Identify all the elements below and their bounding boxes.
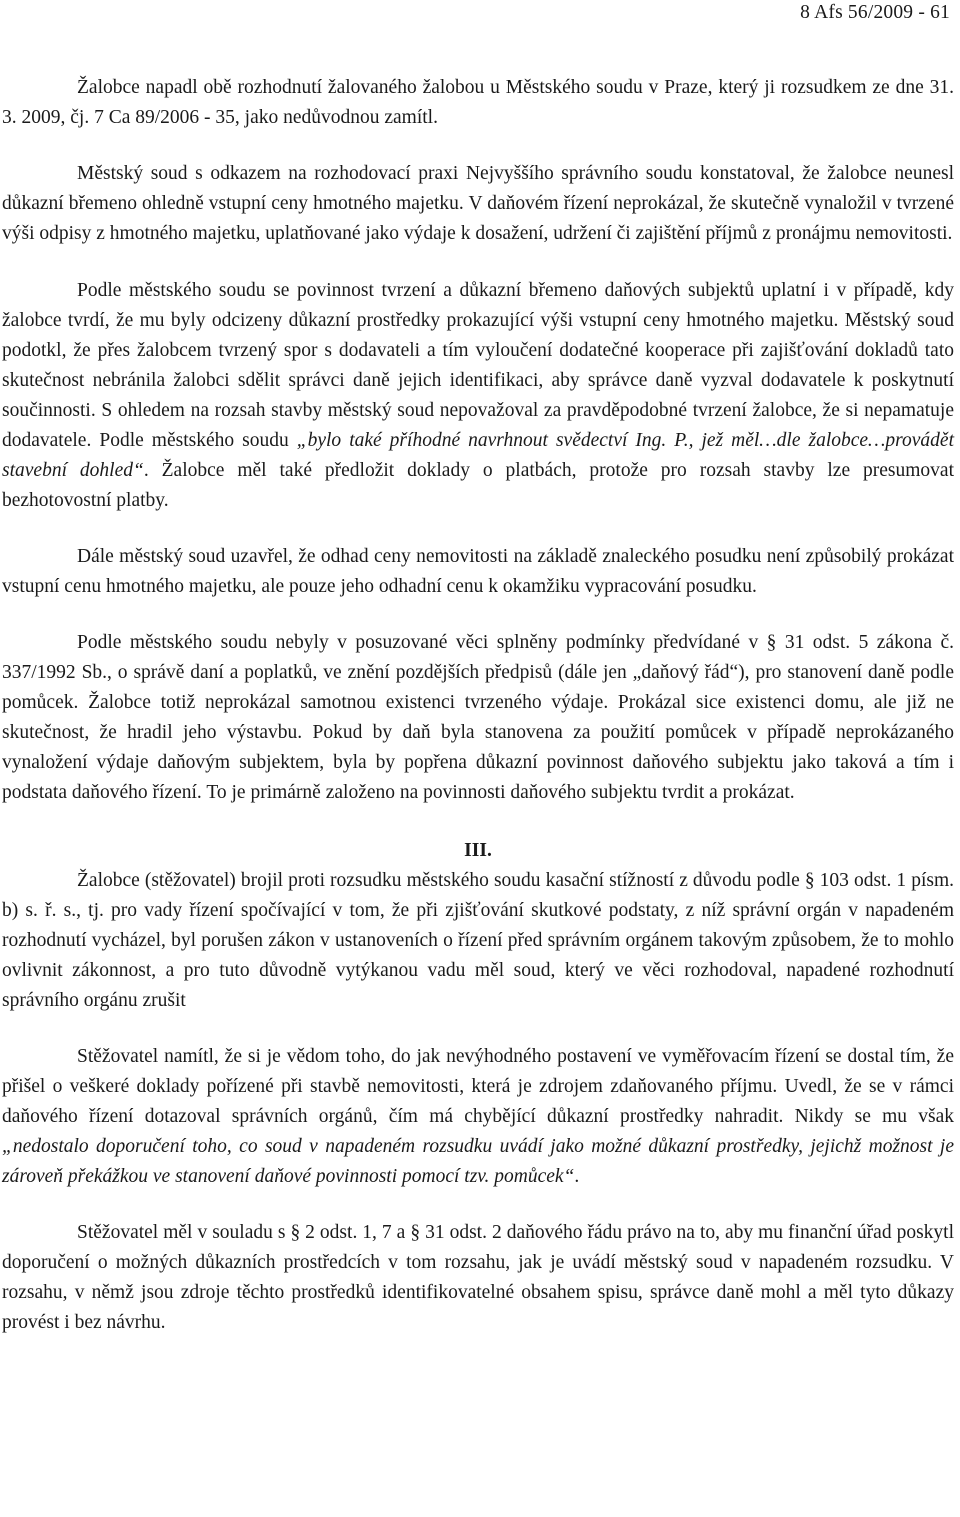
paragraph-burden-of-proof (2, 276, 954, 516)
paragraph-text: . (574, 1166, 580, 1187)
document-body (2, 73, 954, 1364)
paragraph-text: Podle městského soudu se povinnost tvrzení a důkazní břemeno daňových subjektů uplatní i v případě, kdy žalobce tvrdí, že mu byly odcizeny důkazní prostředky prokazující výši vstupní ceny hmotného majetku. Městský soud podotkl, že přes žalobcem tvrzený spor s dodavateli a tím vyloučení dodatečné kooperace při zajišťování dokladů tato skutečnost nebránila žalobci sdělit správci daně jejich identifikaci, aby správce daně vyzval dodavatele k poskytnutí součinnosti. S ohledem na rozsah stavby městský soud nepovažoval za pravděpodobné tvrzení žalobce, že si nepamatuje dodavatele. Podle městského soudu (2, 280, 954, 451)
paragraph-right-to-advice: Stěžovatel měl v souladu s § 2 odst. 1, 7 a § 31 odst. 2 daňového řádu právo na to, aby mu finanční úřad poskytl doporučení o možných důkazních prostředcích v tom rozsahu, jak je uvádí městský soud v napadeném rozsudku. V rozsahu, v němž jsou zdroje těchto prostředků identifikovatelné obsahem spisu, správce daně mohl a měl tyto důkazy provést i bez návrhu. (2, 1222, 954, 1333)
case-reference-header: 8 Afs 56/2009 - 61 (800, 2, 950, 23)
paragraph-text: . Žalobce měl také předložit doklady o platbách, protože pro rozsah stavby lze presumovat bezhotovostní platby. (2, 460, 954, 511)
section-heading: III. (464, 840, 492, 861)
paragraph-text: Stěžovatel namítl, že si je vědom toho, do jak nevýhodného postavení ve vyměřovacím řízení se dostal tím, že přišel o veškeré doklady pořízené při stavbě nemovitosti, která je zdrojem zdaňovaného příjmu. Uvedl, že se v rámci daňového řízení dotazoval správních orgánů, čím má chybějící důkazní prostředky nahradit. Nikdy se mu však (2, 1046, 954, 1127)
paragraph-cassation-complaint: Žalobce (stěžovatel) brojil proti rozsudku městského soudu kasační stížností z důvodu podle § 103 odst. 1 písm. b) s. ř. s., tj. pro vady řízení spočívající v tom, že při zjišťování skutkové podstaty, z níž správní orgán v napadeném rozhodnutí vycházel, byl porušen zákon v ustanoveních o řízení před správním orgánem takovým způsobem, že to mohlo ovlivnit zákonnost, a pro tuto důvodně vytýkanou vadu měl soud, který ve věci rozhodoval, napadené rozhodnutí správního orgánu zrušit (2, 870, 954, 1011)
paragraph-court-finding: Městský soud s odkazem na rozhodovací praxi Nejvyššího správního soudu konstatoval, že žalobce neunesl důkazní břemeno ohledně vstupní ceny hmotného majetku. V daňovém řízení neprokázal, že skutečně vynaložil v tvrzené výši odpisy z hmotného majetku, uplatňované jako výdaje k dosažení, udržení či zajištění příjmů z pronájmu nemovitosti. (2, 163, 954, 244)
paragraph-tax-code: Podle městského soudu nebyly v posuzované věci splněny podmínky předvídané v § 31 odst. 5 zákona č. 337/1992 Sb., o správě daní a poplatků, ve znění pozdějších předpisů (dále jen „daňový řád“), pro stanovení daně podle pomůcek. Žalobce totiž neprokázal samotnou existenci tvrzeného výdaje. Prokázal sice existenci domu, ale již ne skutečnost, že hradil jeho výstavbu. Pokud by daň byla stanovena za použití pomůcek v případě neprokázaného vynaložení výdaje daňovým subjektem, byla by popřena důkazní povinnost daňového subjektu jako taková a tím i podstata daňového řízení. To je primárně založeno na povinnosti daňového subjektu tvrdit a prokázat. (2, 632, 954, 803)
paragraph-lawsuit: Žalobce napadl obě rozhodnutí žalovaného žalobou u Městského soudu v Praze, který ji rozsudkem ze dne 31. 3. 2009, čj. 7 Ca 89/2006 - 35, jako nedůvodnou zamítl. (2, 77, 954, 128)
quoted-text: „bylo také příhodné navrhnout svědectví Ing. P., jež měl…dle žalobce…provádět stavební dohled“ (2, 430, 954, 481)
paragraph-complainant-objection (2, 1042, 954, 1192)
paragraph-expert-opinion: Dále městský soud uzavřel, že odhad ceny nemovitosti na základě znaleckého posudku není způsobilý prokázat vstupní cenu hmotného majetku, ale pouze jeho odhadní cenu k okamžiku vypracování posudku. (2, 546, 954, 597)
quoted-text: „nedostalo doporučení toho, co soud v napadeném rozsudku uvádí jako možné důkazní prostředky, jejichž možnost je zároveň překážkou ve stanovení daňové povinnosti pomocí tzv. pomůcek“ (2, 1136, 954, 1187)
